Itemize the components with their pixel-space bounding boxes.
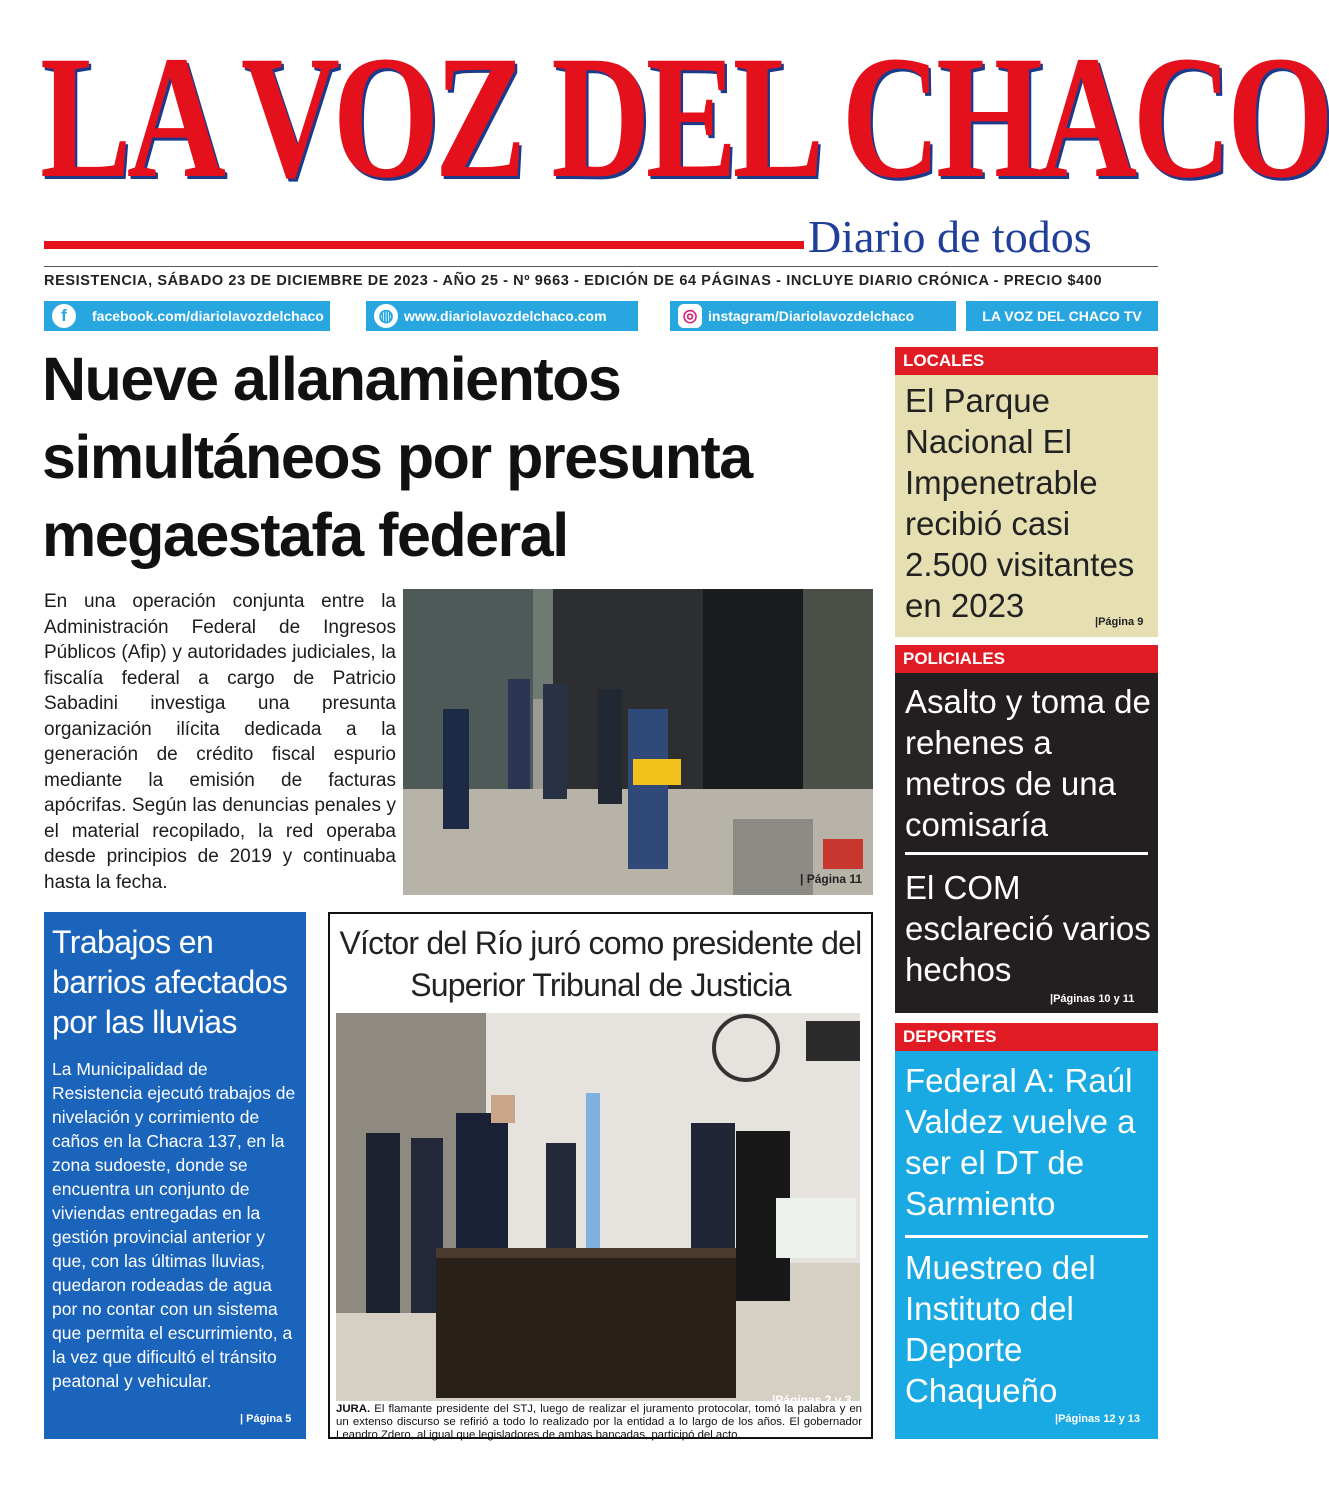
locales-headline[interactable]: El Parque Nacional El Impenetrable recibió casi 2.500 visitantes en 2023 xyxy=(905,382,1135,624)
section-label-policiales[interactable]: POLICIALES xyxy=(895,645,1158,673)
instagram-link[interactable] xyxy=(670,301,956,331)
lead-page-ref: | Página 11 xyxy=(800,872,863,886)
locales-page-ref: |Página 9 xyxy=(1095,616,1144,628)
section-label-deportes[interactable]: DEPORTES xyxy=(895,1023,1158,1051)
jura-caption xyxy=(336,1403,862,1442)
lead-headline[interactable]: Nueve allanamientos simultáneos por presunta megaestafa federal xyxy=(42,345,752,569)
policiales-divider xyxy=(905,852,1148,855)
section-label-locales[interactable]: LOCALES xyxy=(895,347,1158,375)
jura-photo xyxy=(336,1013,860,1401)
tv-link[interactable] xyxy=(966,301,1158,331)
barrios-headline[interactable]: Trabajos en barrios afectados por las lluvias xyxy=(52,924,288,1040)
tv-link-label: LA VOZ DEL CHACO TV xyxy=(982,308,1142,324)
lead-body: En una operación conjunta entre la Administración Federal de Ingresos Públicos (Afip) y autoridades judiciales, la fiscalía federal a cargo de Patricio Sabadini investiga una presunta organización ilícita dedicada a la generación de crédito fiscal espurio mediante la emisión de facturas apócrifas. Según las denuncias penales y el material recopilado, la red operaba desde principios de 2019 y continuaba hasta la fecha. xyxy=(44,591,396,893)
caption-text: El flamante presidente del STJ, luego de realizar el juramento protocolar, tomó la palabra y en un extenso discurso se refirió a todo lo realizado por la entidad a lo largo de los años. El gobernador Leandro Zdero, al igual que legisladores de ambas bancadas, participó del acto. xyxy=(336,1403,862,1441)
policiales-headline-1[interactable]: Asalto y toma de rehenes a metros de una comisaría xyxy=(905,683,1151,843)
instagram-link-label: instagram/Diariolavozdelchaco xyxy=(708,308,915,324)
globe-icon: ◍ xyxy=(374,304,398,328)
newspaper-masthead: LA VOZ DEL CHACO xyxy=(40,20,1329,215)
website-link-label: www.diariolavozdelchaco.com xyxy=(404,308,607,324)
facebook-link-label: facebook.com/diariolavozdelchaco xyxy=(92,308,324,324)
facebook-icon: f xyxy=(52,304,76,328)
tagline: Diario de todos xyxy=(808,211,1092,262)
facebook-link[interactable] xyxy=(44,301,330,331)
deportes-headline-2[interactable]: Muestreo del Instituto del Deporte Chaqueño xyxy=(905,1249,1096,1409)
website-link[interactable] xyxy=(366,301,638,331)
deportes-headline-1[interactable]: Federal A: Raúl Valdez vuelve a ser el DT de Sarmiento xyxy=(905,1062,1136,1222)
lead-photo xyxy=(403,589,873,895)
instagram-icon: ◎ xyxy=(678,304,702,328)
deportes-divider xyxy=(905,1235,1148,1238)
barrios-page-ref: | Página 5 xyxy=(240,1413,292,1425)
dateline-rule xyxy=(44,266,1158,267)
policiales-page-ref: |Páginas 10 y 11 xyxy=(1050,993,1135,1005)
caption-label: JURA. xyxy=(336,1403,371,1415)
deportes-page-ref: |Páginas 12 y 13 xyxy=(1055,1413,1141,1425)
barrios-body: La Municipalidad de Resistencia ejecutó trabajos de nivelación y corrimiento de caños en la Chacra 137, en la zona sudoeste, donde se encuentra un conjunto de viviendas entregadas en la gestión provincial anterior y que, con las últimas lluvias, quedaron rodeadas de agua por no contar con un sistema que permita el escurrimiento, a la vez que dificultó el tránsito peatonal y vehicular. xyxy=(52,1059,296,1391)
policiales-headline-2[interactable]: El COM esclareció varios hechos xyxy=(905,869,1151,988)
jura-page-ref: |Páginas 2 y 3 xyxy=(772,1393,852,1407)
jura-headline[interactable]: Víctor del Río juró como presidente del Superior Tribunal de Justicia xyxy=(339,925,862,1003)
tagline-rule xyxy=(44,241,804,249)
dateline: RESISTENCIA, SÁBADO 23 DE DICIEMBRE DE 2023 - AÑO 25 - Nº 9663 - EDICIÓN DE 64 PÁGINAS - INCLUYE DIARIO CRÓNICA - PRECIO $400 xyxy=(44,273,1103,289)
social-bar xyxy=(44,301,1158,331)
